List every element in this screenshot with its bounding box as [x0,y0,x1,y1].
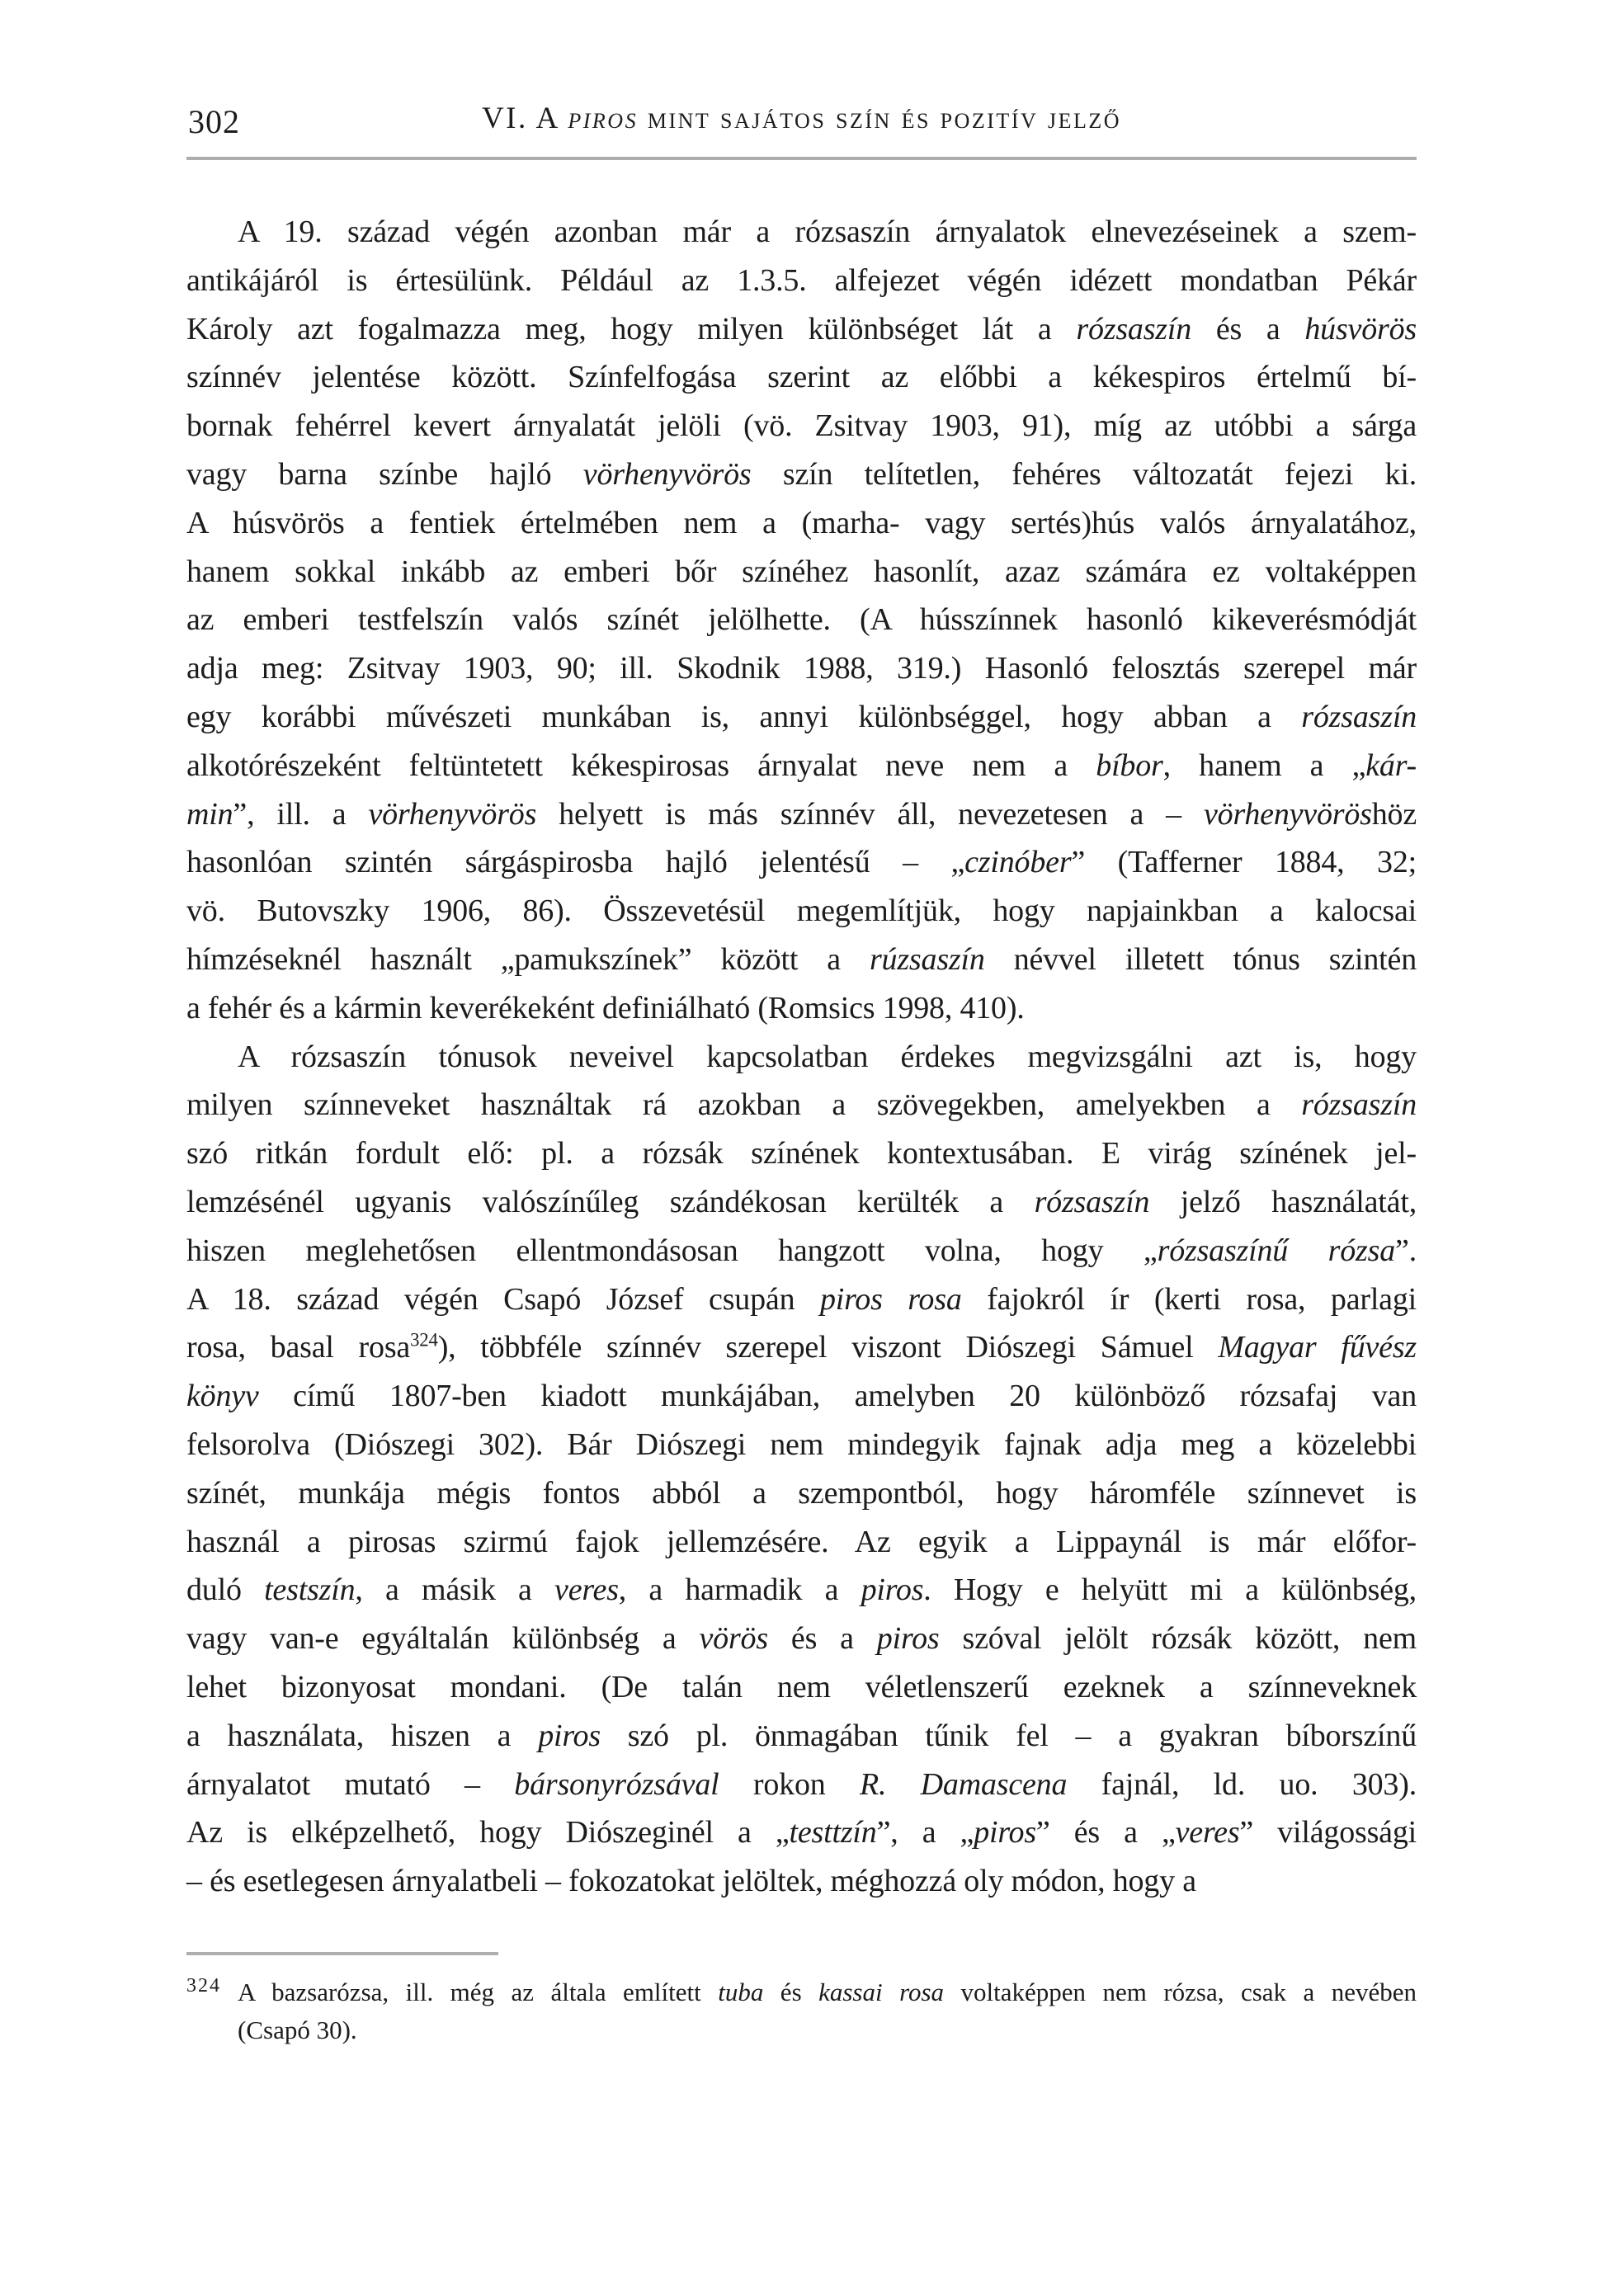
text-line [186,984,1417,1033]
text-segment: testszín [264,1572,356,1608]
text-segment: rokon [719,1766,860,1802]
text-line [186,1275,1417,1324]
text-segment: árnyalatot mutató – [186,1766,515,1802]
text-segment: mint sajátos szín és pozitív jelző [638,101,1122,135]
text-segment: A bazsarózsa, ill. még az általa említett [238,1978,719,2006]
text-line [186,1178,1417,1227]
text-line [186,693,1417,742]
text-line [186,887,1417,936]
text-segment: antikájáról is értesülünk. Például az 1.3.5. alfejezet végén idézett mondatban Pékár [186,262,1417,298]
text-segment: höz [1371,796,1417,832]
text-segment: a fehér és a kármin keverékeként definiálható (Romsics 1998, 410). [186,990,1025,1025]
text-segment: , a harmadik a [618,1572,861,1608]
text-segment: szóval jelölt rózsák között, nem [939,1621,1417,1657]
footnote-lines [238,1973,1417,2049]
text-segment: vagy van-e egyáltalán különbség a [186,1621,700,1657]
text-segment: testtzín [789,1815,877,1850]
text-segment: bornak fehérrel kevert árnyalatát jelöli (vö. Zsitvay 1903, 91), míg az utóbbi a sárga [186,408,1417,444]
text-segment: milyen színneveket használtak rá azokban a szövegekben, amelyekben a [186,1087,1302,1123]
text-segment: R. Damascena [859,1766,1068,1802]
text-segment: hasonlóan szintén sárgáspirosba hajló jelentésű – „ [186,845,965,880]
text-line [186,1518,1417,1567]
text-line [186,1712,1417,1761]
running-head [186,101,1417,136]
text-line [186,499,1417,548]
header-rule [186,157,1417,160]
text-line [186,1033,1417,1082]
text-segment: piros [861,1572,924,1608]
text-segment: min [186,796,233,832]
text-line [186,353,1417,402]
text-segment: színnév jelentése között. Színfelfogása szerint az előbbi a kékespiros értelmű bí- [186,360,1417,395]
text-line [186,208,1417,257]
text-segment: bársonyrózsával [514,1766,719,1802]
text-segment: használ a pirosas szirmú fajok jellemzésére. Az egyik a Lippaynál is már előfor- [186,1524,1417,1559]
text-segment: lehet bizonyosat mondani. (De talán nem véletlenszerű ezeknek a színneveknek [186,1669,1417,1704]
text-segment: vörhenyvörös [368,796,537,832]
text-segment: húsvörös [1304,311,1417,347]
text-segment: piros [568,101,639,135]
page-header [186,96,1417,145]
text-segment: felsorolva (Diószegi 302). Bár Diószegi nem mindegyik fajnak adja meg a közelebbi [186,1426,1417,1462]
text-segment: A rózsaszín tónusok neveivel kapcsolatban érdekes megvizsgálni azt is, hogy [238,1039,1417,1074]
text-segment: , a másik a [355,1572,555,1608]
text-segment: című 1807-ben kiadott munkájában, amelyben 20 különböző rózsafaj van [258,1379,1417,1414]
text-segment: rózsaszín [1301,1087,1417,1123]
text-segment: voltaképpen nem rózsa, csak a nevében [944,1978,1417,2006]
text-line [186,1808,1417,1857]
page-number: 302 [188,103,240,140]
text-segment: vörhenyvörös [1203,796,1372,832]
text-segment: vörhenyvörös [582,456,752,492]
text-segment: piros rosa [819,1281,962,1317]
text-segment: ”. [1395,1233,1417,1268]
text-segment: egy korábbi művészeti munkában is, annyi különbséggel, hogy abban a [186,699,1302,734]
text-segment: Károly azt fogalmazza meg, hogy milyen különbséget lát a [186,311,1077,347]
text-segment: lemzésénél ugyanis valószínűleg szándékosan kerülték a [186,1184,1035,1219]
text-line [186,257,1417,305]
text-segment: vagy barna színbe hajló [186,456,583,492]
text-segment: hanem sokkal inkább az emberi bőr színéhez hasonlít, azaz számára ez voltaképpen [186,554,1417,589]
text-segment: . Hogy e helyütt mi a különbség, [923,1572,1417,1608]
text-segment: piros [538,1718,601,1753]
text-segment: alkotórészeként feltüntetett kékespirosas árnyalat neve nem a [186,747,1096,783]
text-line [186,1761,1417,1809]
text-line [186,548,1417,596]
text-segment: veres [1175,1815,1240,1850]
text-segment: vörös [699,1621,768,1657]
text-segment: Az is elképzelhető, hogy Diószeginél a „ [186,1815,790,1850]
text-segment: és a [1191,311,1305,347]
text-segment: (Csapó 30). [238,2015,357,2044]
text-line [186,1421,1417,1469]
footnote [186,1973,1417,2049]
text-segment: bíbor [1096,747,1163,783]
text-line [186,1323,1417,1372]
text-line [186,644,1417,693]
text-segment: a használata, hiszen a [186,1718,539,1753]
text-line [186,1615,1417,1663]
text-line [186,742,1417,790]
text-segment: színét, munkája mégis fontos abból a szempontból, hogy háromféle színnevet is [186,1475,1417,1511]
text-segment: veres [554,1572,619,1608]
text-line [186,305,1417,354]
body-text [186,208,1417,1906]
text-segment: ), többféle színnév szerepel viszont Diószegi Sámuel [437,1330,1219,1365]
text-segment: rózsaszín [1301,699,1417,734]
text-line [186,1857,1417,1906]
text-segment: VI. A [481,101,568,135]
text-line [186,1372,1417,1421]
text-segment: Magyar fűvész [1218,1330,1417,1365]
text-segment: ” (Tafferner 1884, 32; [1071,845,1417,880]
footnote-number: 324 [186,1975,221,1997]
text-segment: fajokról ír (kerti rosa, parlagi [961,1281,1417,1317]
text-segment: A 19. század végén azonban már a rózsaszín árnyalatok elnevezéseinek a szem- [238,215,1417,249]
text-segment: kassai rosa [818,1978,945,2006]
text-segment: czinóber [964,845,1072,880]
text-segment: fajnál, ld. uo. 303). [1067,1766,1417,1802]
footnote-line [238,1973,1417,2011]
text-segment: – és esetlegesen árnyalatbeli – fokozatokat jelöltek, méghozzá oly módon, hogy a [186,1864,1196,1899]
text-segment: vö. Butovszky 1906, 86). Összevetésül megemlítjük, hogy napjainkban a kalocsai [186,893,1417,929]
text-segment: rózsaszínű rózsa [1157,1233,1396,1268]
text-line [186,1129,1417,1178]
text-segment: duló [186,1572,265,1608]
text-segment: tuba [718,1978,764,2006]
text-segment: szín telítetlen, fehéres változatát fejezi ki. [751,456,1417,492]
text-line [186,450,1417,499]
text-segment: rózsaszín [1076,311,1192,347]
text-segment: kár- [1365,747,1417,783]
text-segment: , hanem a „ [1162,747,1366,783]
text-segment: és a [767,1621,877,1657]
text-segment: piros [974,1815,1036,1850]
text-line [186,936,1417,984]
text-line [186,596,1417,644]
text-line [186,838,1417,887]
text-segment: helyett is más színnév áll, nevezetesen a – [536,796,1204,832]
text-line [186,1081,1417,1129]
text-segment: jelző használatát, [1149,1184,1417,1219]
text-line [186,402,1417,450]
text-segment: az emberi testfelszín valós színét jelölhette. (A hússzínnek hasonló kikeverésmódját [186,602,1417,638]
text-segment: A húsvörös a fentiek értelmében nem a (marha- vagy sertés)hús valós árnyalatához, [186,505,1417,540]
text-line [186,1469,1417,1518]
text-segment: szó pl. önmagában tűnik fel – a gyakran bíborszínű [600,1718,1417,1753]
text-segment: piros [876,1621,940,1657]
footnote-line [238,2011,1417,2049]
text-segment: ” világossági [1239,1815,1417,1850]
text-segment: hímzéseknél használt „pamukszínek” között a [186,941,870,977]
footnote-reference: 324 [410,1329,438,1351]
footnote-separator-rule [186,1952,498,1955]
text-segment: ”, ill. a [233,796,369,832]
text-segment: ”, a „ [876,1815,974,1850]
text-segment: rosa, basal rosa [186,1330,411,1365]
text-segment: hiszen meglehetősen ellentmondásosan hangzott volna, hogy „ [186,1233,1158,1268]
text-line [186,1663,1417,1712]
text-segment: névvel illetett tónus szintén [984,941,1417,977]
text-segment: és [763,1978,819,2006]
text-segment: adja meg: Zsitvay 1903, 90; ill. Skodnik 1988, 319.) Hasonló felosztás szerepel már [186,651,1417,686]
text-line [186,790,1417,839]
text-segment: szó ritkán fordult elő: pl. a rózsák színének kontextusában. E virág színének jel- [186,1136,1417,1172]
text-line [186,1227,1417,1275]
text-segment: rózsaszín [1034,1184,1150,1219]
footnote-body [186,1973,1417,2049]
text-line [186,1566,1417,1615]
text-segment: rúzsaszín [869,941,985,977]
text-segment: A 18. század végén Csapó József csupán [186,1281,820,1317]
text-segment: könyv [186,1379,259,1414]
text-segment: ” és a „ [1035,1815,1176,1850]
